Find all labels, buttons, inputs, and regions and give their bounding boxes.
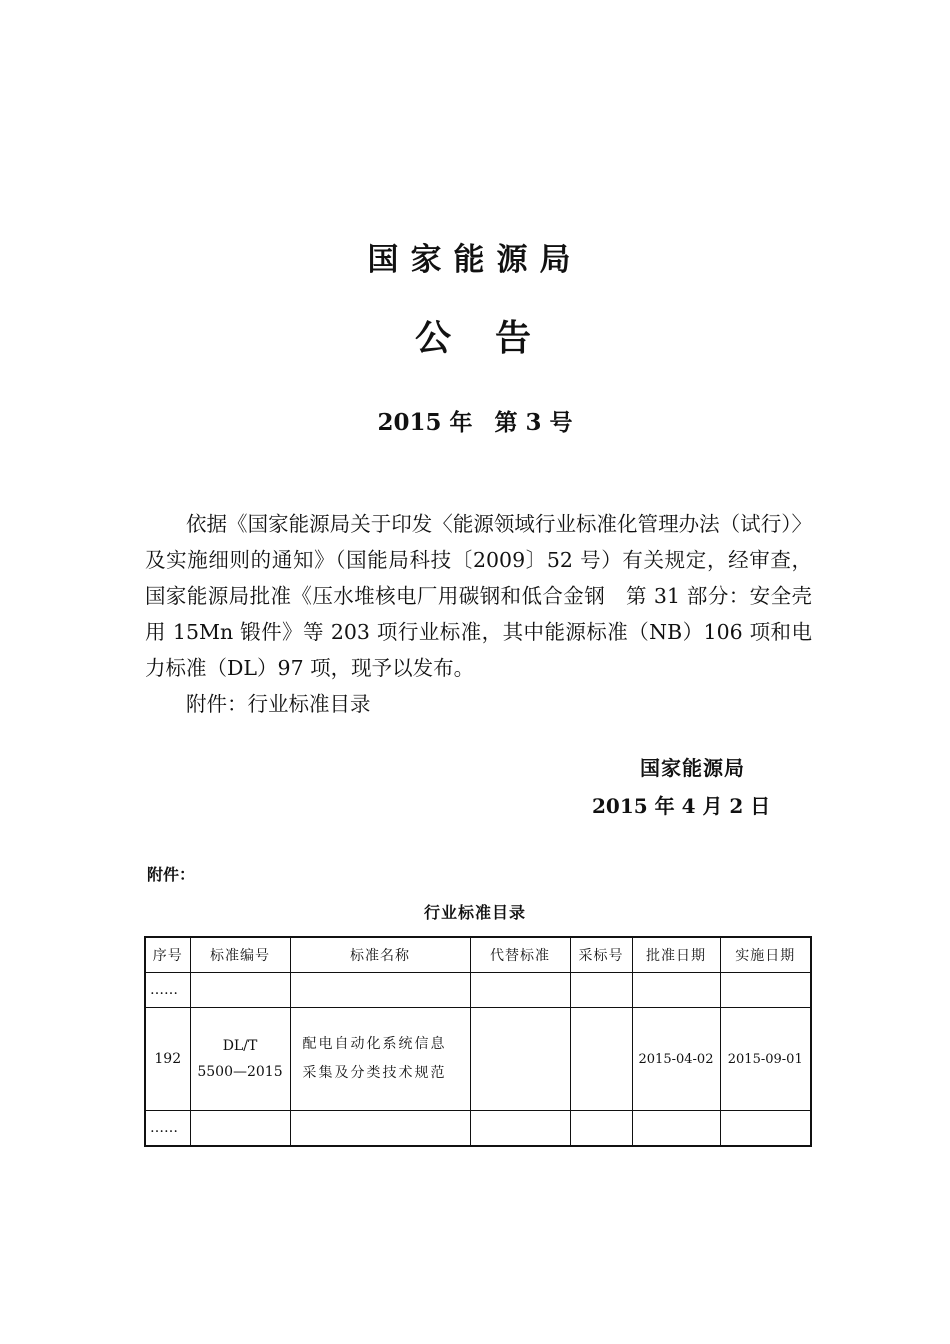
row-adopted [570, 1008, 632, 1111]
column-header-seq: 序号 [145, 937, 190, 973]
row-approved-date: 2015-04-02 [632, 1008, 720, 1111]
document-type-char-2: 告 [495, 318, 536, 359]
standards-table [144, 936, 812, 1147]
row-seq: 192 [145, 1008, 190, 1111]
column-header-approved: 批准日期 [632, 937, 720, 973]
column-header-replaced: 代替标准 [470, 937, 570, 973]
row-code-prefix: DL/T [222, 1038, 258, 1054]
announcement-paragraph: 依据《国家能源局关于印发〈能源领域行业标准化管理办法（试行）〉及实施细则的通知》（国能局科技〔2009〕52 号）有关规定，经审查，国家能源局批准《压水堆核电厂用碳钢和低合金钢 第 31 部分：安全壳用 15Mn 锻件》等 203 项行业标准，其中能源标准（NB）106 项和电力标准（DL）97 项，现予以发布。 [145, 512, 812, 680]
document-type [0, 310, 950, 361]
document-year: 2015 年 [377, 409, 473, 436]
table-row-ellipsis-top [145, 973, 811, 1008]
ellipsis-cell: …… [145, 1111, 190, 1147]
announcement-body [145, 506, 812, 722]
row-effective-date: 2015-09-01 [720, 1008, 811, 1111]
table-title: 行业标准目录 [423, 903, 526, 922]
document-issue-number: 第 3 号 [494, 409, 573, 436]
row-replaced [470, 1008, 570, 1111]
column-header-adopted: 采标号 [570, 937, 632, 973]
signature-date: 2015 年 4 月 2 日 [592, 794, 771, 818]
table-row-ellipsis-bottom [145, 1111, 811, 1147]
attachment-note: 附件：行业标准目录 [186, 692, 371, 716]
ellipsis-cell: …… [145, 973, 190, 1008]
column-header-code: 标准编号 [190, 937, 290, 973]
attachment-label: 附件： [147, 865, 196, 884]
row-code-number: 5500—2015 [197, 1064, 283, 1080]
issuer-title: 国家能源局 [367, 242, 583, 278]
document-type-char-1: 公 [414, 318, 455, 359]
table-row [145, 1008, 811, 1111]
row-code [190, 1008, 290, 1111]
column-header-name: 标准名称 [290, 937, 470, 973]
column-header-effective: 实施日期 [720, 937, 811, 973]
document-number [0, 404, 950, 437]
signature-organization: 国家能源局 [640, 756, 745, 780]
row-name: 配电自动化系统信息采集及分类技术规范 [290, 1008, 470, 1111]
table-header-row [145, 937, 811, 973]
